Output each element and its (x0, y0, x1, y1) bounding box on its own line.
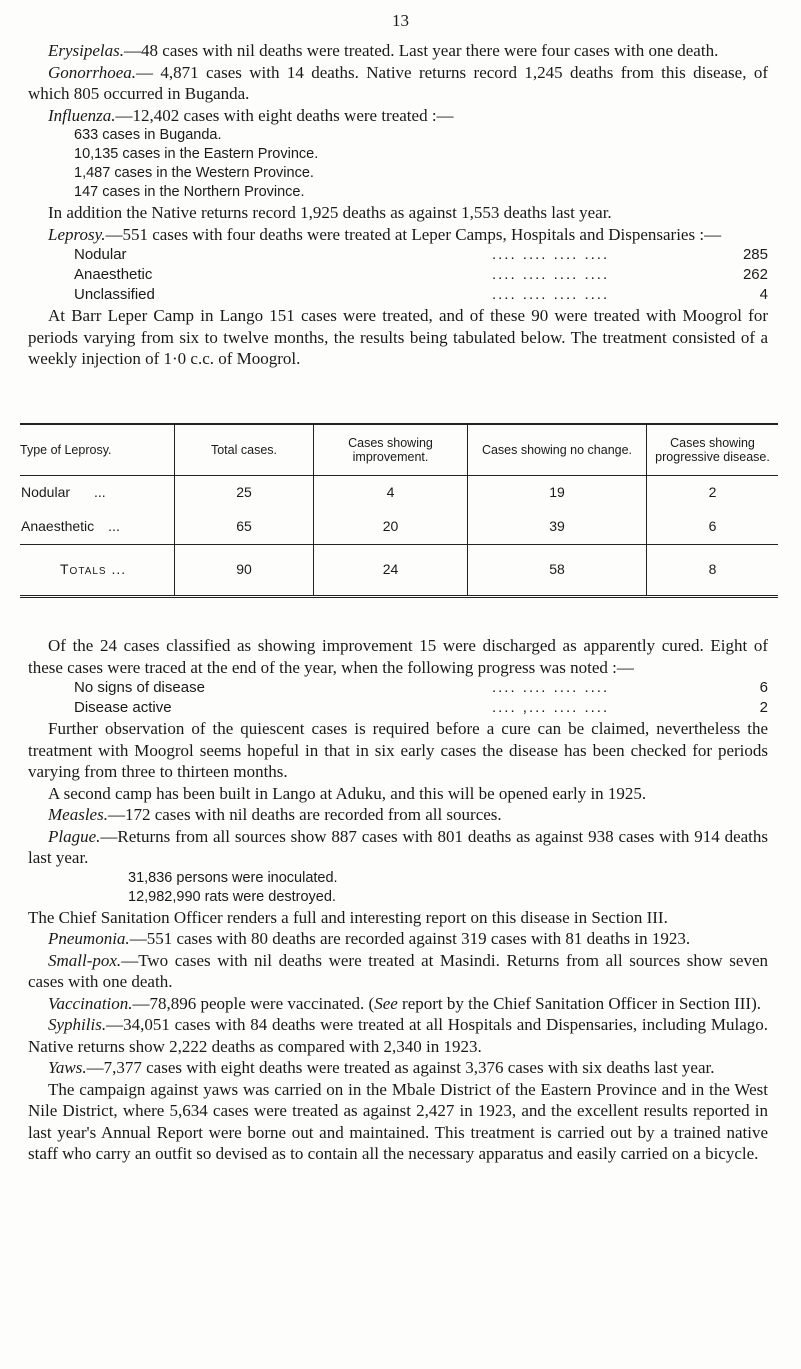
yaws-text: —7,377 cases with eight deaths were treated as against 3,376 cases with six deaths last year. (86, 1058, 715, 1077)
influenza-list-item: 10,135 cases in the Eastern Province. (74, 146, 319, 162)
pneumonia-text: —551 cases with 80 deaths are recorded against 319 cases with 81 deaths in 1923. (129, 929, 691, 948)
col-header-progressive: Cases showing progressive disease. (647, 425, 779, 476)
erysipelas-heading: Erysipelas. (48, 41, 125, 60)
progress-row (74, 698, 768, 718)
leprosy-type-row (74, 285, 768, 305)
cell-total: 25 (175, 476, 314, 511)
progress-value: 6 (759, 679, 768, 696)
plague-heading: Plague. (48, 826, 101, 846)
measles-paragraph (28, 804, 768, 826)
vaccination-text-end: report by the Chief Sanitation Officer in Section III). (397, 993, 761, 1013)
leprosy-type-value: 262 (742, 266, 768, 283)
cell-total: 65 (175, 510, 314, 545)
plague-text: —Returns from all sources show 887 cases with 801 deaths as against 938 cases with 914 deaths last year. (28, 826, 768, 867)
leader-dots: .... .... .... .... (491, 266, 610, 283)
leader-dots: .... .... .... .... (491, 679, 610, 696)
leader-dots: ... (108, 518, 120, 535)
yaws-heading: Yaws. (48, 1058, 87, 1077)
section-bottom (28, 635, 768, 1165)
pneumonia-heading: Pneumonia. (48, 929, 130, 948)
cell-progressive: 6 (647, 510, 779, 545)
influenza-list-item: 633 cases in Buganda. (74, 127, 222, 143)
yaws-campaign-paragraph: The campaign against yaws was carried on in the Mbale District of the Eastern Province and in the West Nile District, where 5,634 cases were treated as against 2,427 in 1923, and the excellent results reported in last year's Annual Report were borne out and maintained. This treatment is carried out by a trained native staff who carry an outfit so devised as to contain all the necessary apparatus and easily carried on a bicycle. (28, 1079, 768, 1163)
leprosy-type-label: Nodular (74, 246, 127, 263)
improvement-paragraph: Of the 24 cases classified as showing improvement 15 were discharged as apparently cured. Eight of these cases were traced at the end of the year, when the following progress was noted :— (28, 636, 768, 677)
syphilis-paragraph (28, 1014, 768, 1057)
table-row (20, 510, 778, 545)
cell-totals-progressive: 8 (647, 545, 779, 597)
influenza-list-item: 147 cases in the Northern Province. (74, 184, 305, 200)
smallpox-text: —Two cases with nil deaths were treated at Masindi. Returns from all sources show seven cases with one death. (28, 950, 768, 991)
gonorrhoea-heading: Gonorrhoea. (48, 62, 136, 82)
leprosy-type-value: 285 (742, 246, 768, 263)
measles-heading: Measles. (48, 805, 108, 824)
smallpox-heading: Small-pox. (48, 950, 122, 970)
leprosy-type-label: Unclassified (74, 286, 155, 303)
influenza-text: —12,402 cases with eight deaths were treated :— (115, 105, 454, 125)
barr-camp-paragraph: At Barr Leper Camp in Lango 151 cases were treated, and of these 90 were treated with Moogrol for periods varying from six to twelve months, the results being tabulated below. The treatment consisted of a weekly injection of 1·0 c.c. of Moogrol. (28, 306, 768, 368)
vaccination-see: See (374, 993, 398, 1013)
syphilis-heading: Syphilis. (48, 1015, 107, 1034)
further-observation-paragraph: Further observation of the quiescent cases is required before a cure can be claimed, nevertheless the treatment with Moogrol seems hopeful in that in six early cases the disease has been checked for periods varying from three to thirteen months. (28, 719, 768, 781)
cell-improved: 4 (314, 476, 468, 511)
cell-totals-label: Totals ... (20, 545, 175, 597)
vaccination-paragraph (28, 993, 768, 1015)
table-header-row (20, 425, 778, 476)
influenza-list-item: 1,487 cases in the Western Province. (74, 165, 314, 181)
cell-totals-no-change: 58 (468, 545, 647, 597)
leprosy-paragraph (28, 224, 768, 246)
col-header-no-change: Cases showing no change. (468, 425, 647, 476)
cell-totals-improved: 24 (314, 545, 468, 597)
row-type-label: Nodular (21, 484, 71, 501)
table-totals-row (20, 545, 778, 597)
erysipelas-paragraph (28, 40, 768, 62)
leprosy-heading: Leprosy. (48, 224, 106, 244)
col-header-type: Type of Leprosy. (20, 425, 175, 476)
leader-dots: .... .... .... .... (491, 286, 610, 303)
plague-list-item: 12,982,990 rats were destroyed. (128, 888, 336, 905)
section-top (28, 40, 768, 370)
syphilis-text: —34,051 cases with 84 deaths were treated at all Hospitals and Dispensaries, including Mulago. Native returns show 2,222 deaths as compared with 2,340 in 1923. (28, 1015, 768, 1056)
cell-type (20, 510, 175, 545)
col-header-total: Total cases. (175, 425, 314, 476)
gonorrhoea-text: — 4,871 cases with 14 deaths. Native returns record 1,245 deaths from this disease, of which 805 occurred in Buganda. (28, 62, 768, 103)
progress-list (28, 678, 768, 718)
smallpox-paragraph (28, 950, 768, 993)
leprosy-type-value: 4 (759, 286, 768, 303)
leader-dots: .... ,... .... .... (491, 699, 610, 716)
leprosy-results-table (20, 425, 778, 598)
cell-improved: 20 (314, 510, 468, 545)
influenza-list (28, 126, 768, 202)
leader-dots: .... .... .... .... (491, 246, 610, 263)
table-row (20, 476, 778, 511)
cell-no-change: 19 (468, 476, 647, 511)
progress-label: No signs of disease (74, 679, 205, 696)
measles-text: —172 cases with nil deaths are recorded from all sources. (107, 805, 502, 824)
plague-paragraph (28, 826, 768, 869)
leprosy-text: —551 cases with four deaths were treated at Leper Camps, Hospitals and Dispensaries :— (105, 224, 722, 244)
yaws-paragraph (28, 1057, 768, 1079)
leader-dots: ... (94, 484, 106, 501)
cell-no-change: 39 (468, 510, 647, 545)
row-type-label: Anaesthetic (21, 518, 95, 535)
leprosy-type-row (74, 245, 768, 265)
page-number: 13 (392, 11, 409, 30)
plague-list-item: 31,836 persons were inoculated. (128, 869, 338, 886)
plague-report-paragraph: The Chief Sanitation Officer renders a full and interesting report on this disease in Section III. (28, 907, 668, 927)
progress-value: 2 (759, 699, 768, 716)
second-camp-paragraph: A second camp has been built in Lango at Aduku, and this will be opened early in 1925. (48, 783, 647, 803)
col-header-improvement: Cases showing improvement. (314, 425, 468, 476)
cell-type (20, 476, 175, 511)
influenza-paragraph (28, 105, 768, 127)
vaccination-text: —78,896 people were vaccinated. ( (132, 993, 375, 1013)
leprosy-type-row (74, 265, 768, 285)
vaccination-heading: Vaccination. (48, 993, 133, 1013)
influenza-addition: In addition the Native returns record 1,925 deaths as against 1,553 deaths last year. (48, 203, 612, 222)
cell-totals-total: 90 (175, 545, 314, 597)
pneumonia-paragraph (28, 928, 768, 950)
gonorrhoea-paragraph (28, 62, 768, 105)
erysipelas-text: —48 cases with nil deaths were treated. Last year there were four cases with one death. (124, 41, 719, 60)
progress-row (74, 678, 768, 698)
progress-label: Disease active (74, 699, 172, 716)
influenza-heading: Influenza. (48, 105, 116, 125)
plague-list (28, 869, 768, 907)
cell-progressive: 2 (647, 476, 779, 511)
leprosy-types-list (28, 245, 768, 305)
leprosy-type-label: Anaesthetic (74, 266, 153, 283)
